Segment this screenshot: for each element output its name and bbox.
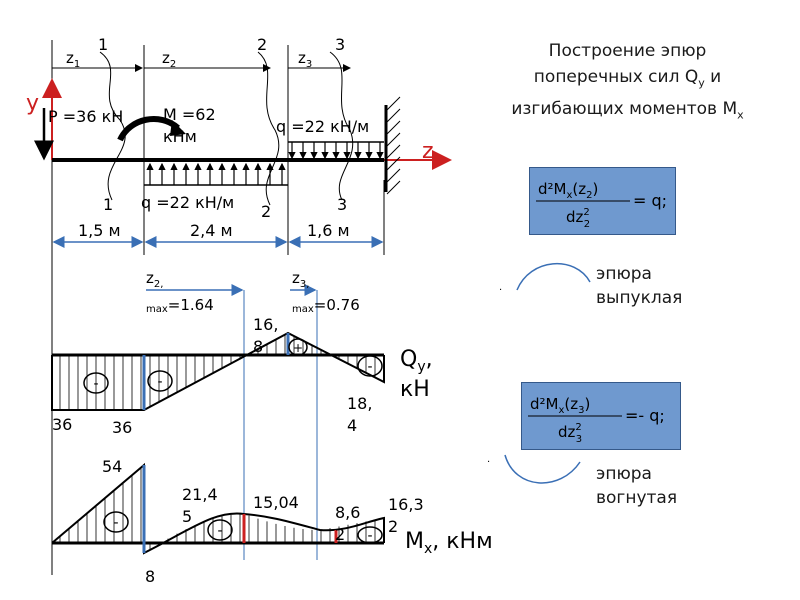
moment-sign-2: - [217,523,223,539]
section-2-bottom: 2 [261,202,272,221]
moment-val-16-32-b: 2 [388,517,399,536]
shear-sign-4: - [367,359,373,375]
moment-val-8-62-b: 2 [335,525,346,544]
formula-concave [521,382,681,450]
z3-label: $z_3$ [298,49,313,70]
shear-val-36-left: 36 [52,415,73,434]
moment-val-8-62-a: 8,6 [335,503,361,522]
distributed-load-span3 [288,142,384,158]
legend-convex-2: выпуклая [596,288,683,308]
shear-diagram-label: $Q_y$, [400,347,433,375]
shear-hatching [60,335,375,410]
load-arrows-span2 [150,164,282,185]
z3max-label: $z_{3,}$ [292,269,310,290]
convex-dot: . [499,282,503,293]
title-line-3: изгибающих моментов $M_x$ [511,99,744,122]
formula-concave-rhs: =- q; [625,406,665,425]
z2max-label: $z_{2,}$ [146,269,164,290]
dim-label-3: 1,6 м [307,221,350,240]
z2-label: $z_2$ [162,49,177,70]
concave-dot: . [487,454,491,465]
extrema-markers [146,290,317,560]
shear-diagram-unit: кН [400,377,430,402]
shear-sign-2: - [157,374,163,390]
shear-val-16-8-a: 16, [253,315,279,334]
z2max-value: max=1.64 [146,296,214,315]
section-cut-1 [100,52,125,200]
legend-convex-1: эпюра [596,264,652,284]
shear-signs [84,339,382,393]
formula-convex-svg [530,168,675,234]
fixed-support [386,97,400,194]
moment-sign-1: - [113,515,119,531]
title-line-2: поперечных сил $Q_y$ и [533,67,722,90]
section-1-bottom: 1 [103,195,114,214]
shear-val-18-4-a: 18, [347,394,373,413]
load-label-span3: q =22 кН/м [276,117,370,136]
force-P-label: P =36 кН [48,107,124,126]
moment-diagram-label: $M_x$, кНм [405,529,493,557]
moment-val-16-32-a: 16,3 [388,495,424,514]
z-axis-label: z [422,139,434,164]
formula-concave-denominator: $dz^2$ 3 [558,422,583,445]
section-3-bottom: 3 [337,195,348,214]
concave-arc-icon [505,455,580,483]
formula-convex [529,167,676,235]
z3max-value: max=0.76 [292,296,360,315]
dim-label-2: 2,4 м [190,221,233,240]
legend-convex [596,262,682,310]
shear-sign-1: - [93,376,99,392]
dim-label-1: 1,5 м [78,221,121,240]
moment-val-15-04: 15,04 [253,493,299,512]
title-line-1: Построение эпюр [548,41,707,61]
moment-val-21-45-a: 21,4 [182,485,218,504]
shear-diagram [52,333,384,410]
shear-sign-3: + [292,341,304,355]
moment-val-54: 54 [102,457,123,476]
distributed-load-span2 [144,164,288,185]
moment-sign-3: - [367,528,373,544]
shear-val-16-8-b: 8 [253,337,264,356]
formula-convex-denominator: $dz^2$ 2 [566,207,591,230]
legend-concave-1: эпюра [596,464,652,484]
section-1-top: 1 [98,35,109,54]
section-2-top: 2 [257,35,268,54]
shear-outline [52,333,384,410]
moment-val-21-45-b: 5 [182,507,193,526]
legend-concave-2: вогнутая [596,488,678,508]
load-label-span2: q =22 кН/м [141,193,235,212]
formula-concave-numerator: $d^2M_x(z_3)$ [530,395,591,416]
moment-label-2: кНм [163,127,197,146]
formula-convex-rhs: = q; [633,191,668,210]
section-3-top: 3 [335,35,346,54]
z1-label: $z_1$ [66,49,81,70]
shear-val-18-4-b: 4 [347,416,358,435]
moment-val-8: 8 [145,567,156,586]
load-arrows-span3 [292,142,380,158]
z-coordinates [52,49,350,70]
formula-convex-numerator: $d^2M_x(z_2)$ [538,180,599,201]
moment-label-1: M =62 [163,105,216,124]
support-hatch [387,97,400,194]
legend-concave [596,462,677,510]
convex-arc-icon [517,264,590,290]
shear-val-36-right: 36 [112,418,133,437]
formula-concave-svg [522,383,680,449]
y-axis-label: y [26,91,40,116]
